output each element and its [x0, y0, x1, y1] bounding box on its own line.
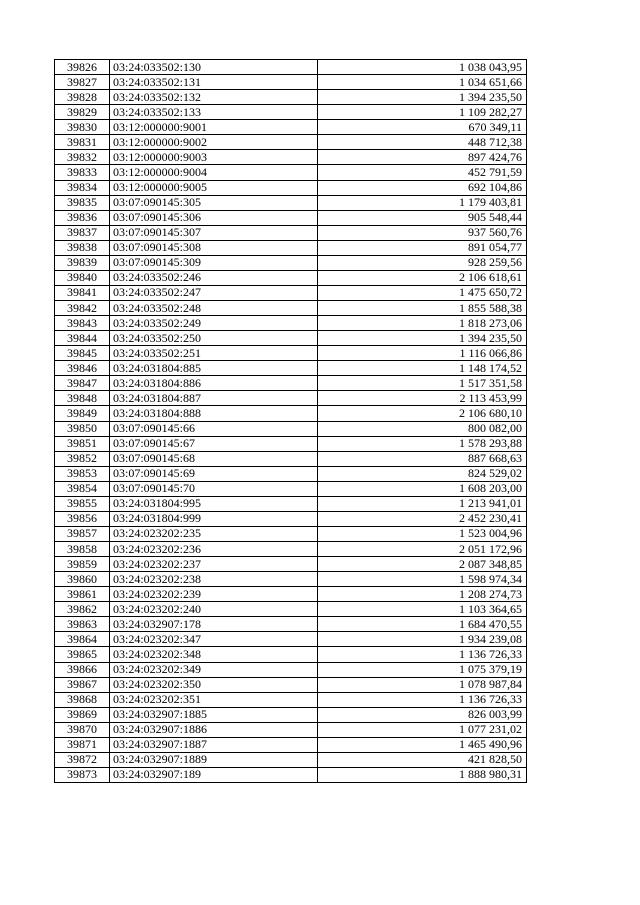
cadastral-number-cell: 03:24:023202:236 [110, 542, 318, 557]
value-cell: 826 003,99 [318, 707, 527, 722]
table-row [55, 421, 527, 436]
row-number-cell: 39864 [55, 632, 110, 647]
row-number-cell: 39861 [55, 587, 110, 602]
table-row [55, 436, 527, 451]
table-row [55, 391, 527, 406]
value-cell: 1 394 235,50 [318, 331, 527, 346]
value-cell: 1 148 174,52 [318, 361, 527, 376]
value-cell: 891 054,77 [318, 240, 527, 255]
value-cell: 1 136 726,33 [318, 692, 527, 707]
table-row [55, 285, 527, 300]
table-row [55, 572, 527, 587]
cadastral-number-cell: 03:24:031804:888 [110, 406, 318, 421]
row-number-cell: 39837 [55, 225, 110, 240]
row-number-cell: 39865 [55, 647, 110, 662]
table-row [55, 511, 527, 526]
cadastral-number-cell: 03:24:031804:886 [110, 376, 318, 391]
cadastral-number-cell: 03:07:090145:67 [110, 436, 318, 451]
cadastral-number-cell: 03:12:000000:9002 [110, 135, 318, 150]
row-number-cell: 39858 [55, 542, 110, 557]
value-cell: 421 828,50 [318, 752, 527, 767]
cadastral-number-cell: 03:24:033502:250 [110, 331, 318, 346]
cadastral-number-cell: 03:24:023202:239 [110, 587, 318, 602]
table-row [55, 647, 527, 662]
row-number-cell: 39827 [55, 75, 110, 90]
row-number-cell: 39856 [55, 511, 110, 526]
row-number-cell: 39860 [55, 572, 110, 587]
table-row [55, 75, 527, 90]
row-number-cell: 39859 [55, 557, 110, 572]
row-number-cell: 39835 [55, 195, 110, 210]
table-row [55, 451, 527, 466]
table-row [55, 406, 527, 421]
table-row [55, 225, 527, 240]
cadastral-number-cell: 03:24:033502:130 [110, 60, 318, 75]
cadastral-number-cell: 03:24:033502:249 [110, 316, 318, 331]
row-number-cell: 39840 [55, 270, 110, 285]
cadastral-number-cell: 03:24:033502:251 [110, 346, 318, 361]
cadastral-number-cell: 03:12:000000:9004 [110, 165, 318, 180]
cadastral-number-cell: 03:24:033502:248 [110, 301, 318, 316]
table-row [55, 90, 527, 105]
value-cell: 1 136 726,33 [318, 647, 527, 662]
row-number-cell: 39831 [55, 135, 110, 150]
value-cell: 452 791,59 [318, 165, 527, 180]
value-cell: 1 394 235,50 [318, 90, 527, 105]
value-cell: 1 888 980,31 [318, 767, 527, 782]
value-cell: 1 608 203,00 [318, 481, 527, 496]
table-row [55, 737, 527, 752]
cadastral-number-cell: 03:07:090145:309 [110, 255, 318, 270]
value-cell: 1 038 043,95 [318, 60, 527, 75]
row-number-cell: 39863 [55, 617, 110, 632]
cadastral-number-cell: 03:24:023202:350 [110, 677, 318, 692]
cadastral-number-cell: 03:07:090145:70 [110, 481, 318, 496]
cadastral-number-cell: 03:24:023202:235 [110, 526, 318, 541]
table-row [55, 587, 527, 602]
table-row [55, 557, 527, 572]
value-cell: 2 113 453,99 [318, 391, 527, 406]
table-row [55, 526, 527, 541]
row-number-cell: 39855 [55, 496, 110, 511]
value-cell: 1 855 588,38 [318, 301, 527, 316]
value-cell: 670 349,11 [318, 120, 527, 135]
table-row [55, 662, 527, 677]
value-cell: 2 051 172,96 [318, 542, 527, 557]
table-row [55, 331, 527, 346]
row-number-cell: 39853 [55, 466, 110, 481]
table-row [55, 180, 527, 195]
cadastral-number-cell: 03:24:032907:178 [110, 617, 318, 632]
row-number-cell: 39857 [55, 526, 110, 541]
value-cell: 1 598 974,34 [318, 572, 527, 587]
table-body [55, 60, 527, 783]
value-cell: 1 684 470,55 [318, 617, 527, 632]
row-number-cell: 39829 [55, 105, 110, 120]
value-cell: 800 082,00 [318, 421, 527, 436]
cadastral-number-cell: 03:07:090145:66 [110, 421, 318, 436]
table-row [55, 632, 527, 647]
table-row [55, 617, 527, 632]
row-number-cell: 39872 [55, 752, 110, 767]
table-row [55, 105, 527, 120]
row-number-cell: 39873 [55, 767, 110, 782]
table-row [55, 346, 527, 361]
value-cell: 1 475 650,72 [318, 285, 527, 300]
value-cell: 1 077 231,02 [318, 722, 527, 737]
cadastral-number-cell: 03:07:090145:307 [110, 225, 318, 240]
value-cell: 1 034 651,66 [318, 75, 527, 90]
table-row [55, 150, 527, 165]
table-row [55, 240, 527, 255]
value-cell: 1 078 987,84 [318, 677, 527, 692]
value-cell: 1 818 273,06 [318, 316, 527, 331]
row-number-cell: 39842 [55, 301, 110, 316]
table-row [55, 542, 527, 557]
table-row [55, 692, 527, 707]
cadastral-number-cell: 03:07:090145:306 [110, 210, 318, 225]
row-number-cell: 39838 [55, 240, 110, 255]
row-number-cell: 39869 [55, 707, 110, 722]
cadastral-number-cell: 03:24:032907:1887 [110, 737, 318, 752]
table-row [55, 722, 527, 737]
cadastral-number-cell: 03:24:033502:132 [110, 90, 318, 105]
table-row [55, 165, 527, 180]
table-row [55, 195, 527, 210]
table-row [55, 376, 527, 391]
cadastral-number-cell: 03:24:023202:237 [110, 557, 318, 572]
row-number-cell: 39845 [55, 346, 110, 361]
table-row [55, 316, 527, 331]
table-row [55, 481, 527, 496]
cadastral-number-cell: 03:24:023202:347 [110, 632, 318, 647]
cadastral-number-cell: 03:24:023202:240 [110, 602, 318, 617]
table-row [55, 210, 527, 225]
value-cell: 928 259,56 [318, 255, 527, 270]
value-cell: 1 523 004,96 [318, 526, 527, 541]
cadastral-number-cell: 03:24:023202:348 [110, 647, 318, 662]
value-cell: 1 517 351,58 [318, 376, 527, 391]
cadastral-number-cell: 03:12:000000:9001 [110, 120, 318, 135]
row-number-cell: 39854 [55, 481, 110, 496]
row-number-cell: 39862 [55, 602, 110, 617]
value-cell: 692 104,86 [318, 180, 527, 195]
table-row [55, 361, 527, 376]
row-number-cell: 39852 [55, 451, 110, 466]
cadastral-number-cell: 03:07:090145:305 [110, 195, 318, 210]
row-number-cell: 39836 [55, 210, 110, 225]
row-number-cell: 39839 [55, 255, 110, 270]
table-row [55, 255, 527, 270]
table-row [55, 752, 527, 767]
table-row [55, 60, 527, 75]
row-number-cell: 39850 [55, 421, 110, 436]
value-cell: 1 208 274,73 [318, 587, 527, 602]
cadastral-number-cell: 03:24:031804:999 [110, 511, 318, 526]
row-number-cell: 39833 [55, 165, 110, 180]
cadastral-number-cell: 03:24:031804:885 [110, 361, 318, 376]
cadastral-number-cell: 03:12:000000:9005 [110, 180, 318, 195]
value-cell: 1 103 364,65 [318, 602, 527, 617]
value-cell: 2 087 348,85 [318, 557, 527, 572]
cadastral-number-cell: 03:12:000000:9003 [110, 150, 318, 165]
value-cell: 448 712,38 [318, 135, 527, 150]
cadastral-number-cell: 03:24:023202:351 [110, 692, 318, 707]
row-number-cell: 39870 [55, 722, 110, 737]
row-number-cell: 39826 [55, 60, 110, 75]
table-row [55, 120, 527, 135]
row-number-cell: 39832 [55, 150, 110, 165]
value-cell: 887 668,63 [318, 451, 527, 466]
row-number-cell: 39846 [55, 361, 110, 376]
value-cell: 2 106 680,10 [318, 406, 527, 421]
cadastral-number-cell: 03:07:090145:68 [110, 451, 318, 466]
value-cell: 1 934 239,08 [318, 632, 527, 647]
row-number-cell: 39830 [55, 120, 110, 135]
cadastral-number-cell: 03:07:090145:69 [110, 466, 318, 481]
table-row [55, 301, 527, 316]
table-row [55, 677, 527, 692]
value-cell: 2 452 230,41 [318, 511, 527, 526]
cadastral-number-cell: 03:24:032907:1889 [110, 752, 318, 767]
cadastral-number-cell: 03:24:023202:349 [110, 662, 318, 677]
cadastral-number-cell: 03:24:033502:246 [110, 270, 318, 285]
value-cell: 1 109 282,27 [318, 105, 527, 120]
cadastral-number-cell: 03:24:031804:887 [110, 391, 318, 406]
row-number-cell: 39843 [55, 316, 110, 331]
value-cell: 1 179 403,81 [318, 195, 527, 210]
value-cell: 897 424,76 [318, 150, 527, 165]
cadastral-number-cell: 03:24:032907:1885 [110, 707, 318, 722]
data-table [54, 59, 527, 783]
row-number-cell: 39847 [55, 376, 110, 391]
row-number-cell: 39841 [55, 285, 110, 300]
row-number-cell: 39828 [55, 90, 110, 105]
cadastral-number-cell: 03:24:031804:995 [110, 496, 318, 511]
table-row [55, 707, 527, 722]
row-number-cell: 39867 [55, 677, 110, 692]
table-row [55, 602, 527, 617]
value-cell: 1 465 490,96 [318, 737, 527, 752]
table-row [55, 767, 527, 782]
row-number-cell: 39848 [55, 391, 110, 406]
table-row [55, 270, 527, 285]
value-cell: 1 213 941,01 [318, 496, 527, 511]
cadastral-number-cell: 03:24:033502:247 [110, 285, 318, 300]
cadastral-number-cell: 03:24:023202:238 [110, 572, 318, 587]
value-cell: 1 116 066,86 [318, 346, 527, 361]
value-cell: 1 578 293,88 [318, 436, 527, 451]
row-number-cell: 39871 [55, 737, 110, 752]
value-cell: 937 560,76 [318, 225, 527, 240]
cadastral-number-cell: 03:24:032907:1886 [110, 722, 318, 737]
row-number-cell: 39868 [55, 692, 110, 707]
table-row [55, 135, 527, 150]
cadastral-number-cell: 03:24:033502:133 [110, 105, 318, 120]
table-row [55, 466, 527, 481]
value-cell: 1 075 379,19 [318, 662, 527, 677]
cadastral-number-cell: 03:24:032907:189 [110, 767, 318, 782]
value-cell: 2 106 618,61 [318, 270, 527, 285]
cadastral-number-cell: 03:07:090145:308 [110, 240, 318, 255]
value-cell: 905 548,44 [318, 210, 527, 225]
row-number-cell: 39851 [55, 436, 110, 451]
row-number-cell: 39866 [55, 662, 110, 677]
value-cell: 824 529,02 [318, 466, 527, 481]
row-number-cell: 39834 [55, 180, 110, 195]
cadastral-number-cell: 03:24:033502:131 [110, 75, 318, 90]
row-number-cell: 39844 [55, 331, 110, 346]
table-row [55, 496, 527, 511]
row-number-cell: 39849 [55, 406, 110, 421]
